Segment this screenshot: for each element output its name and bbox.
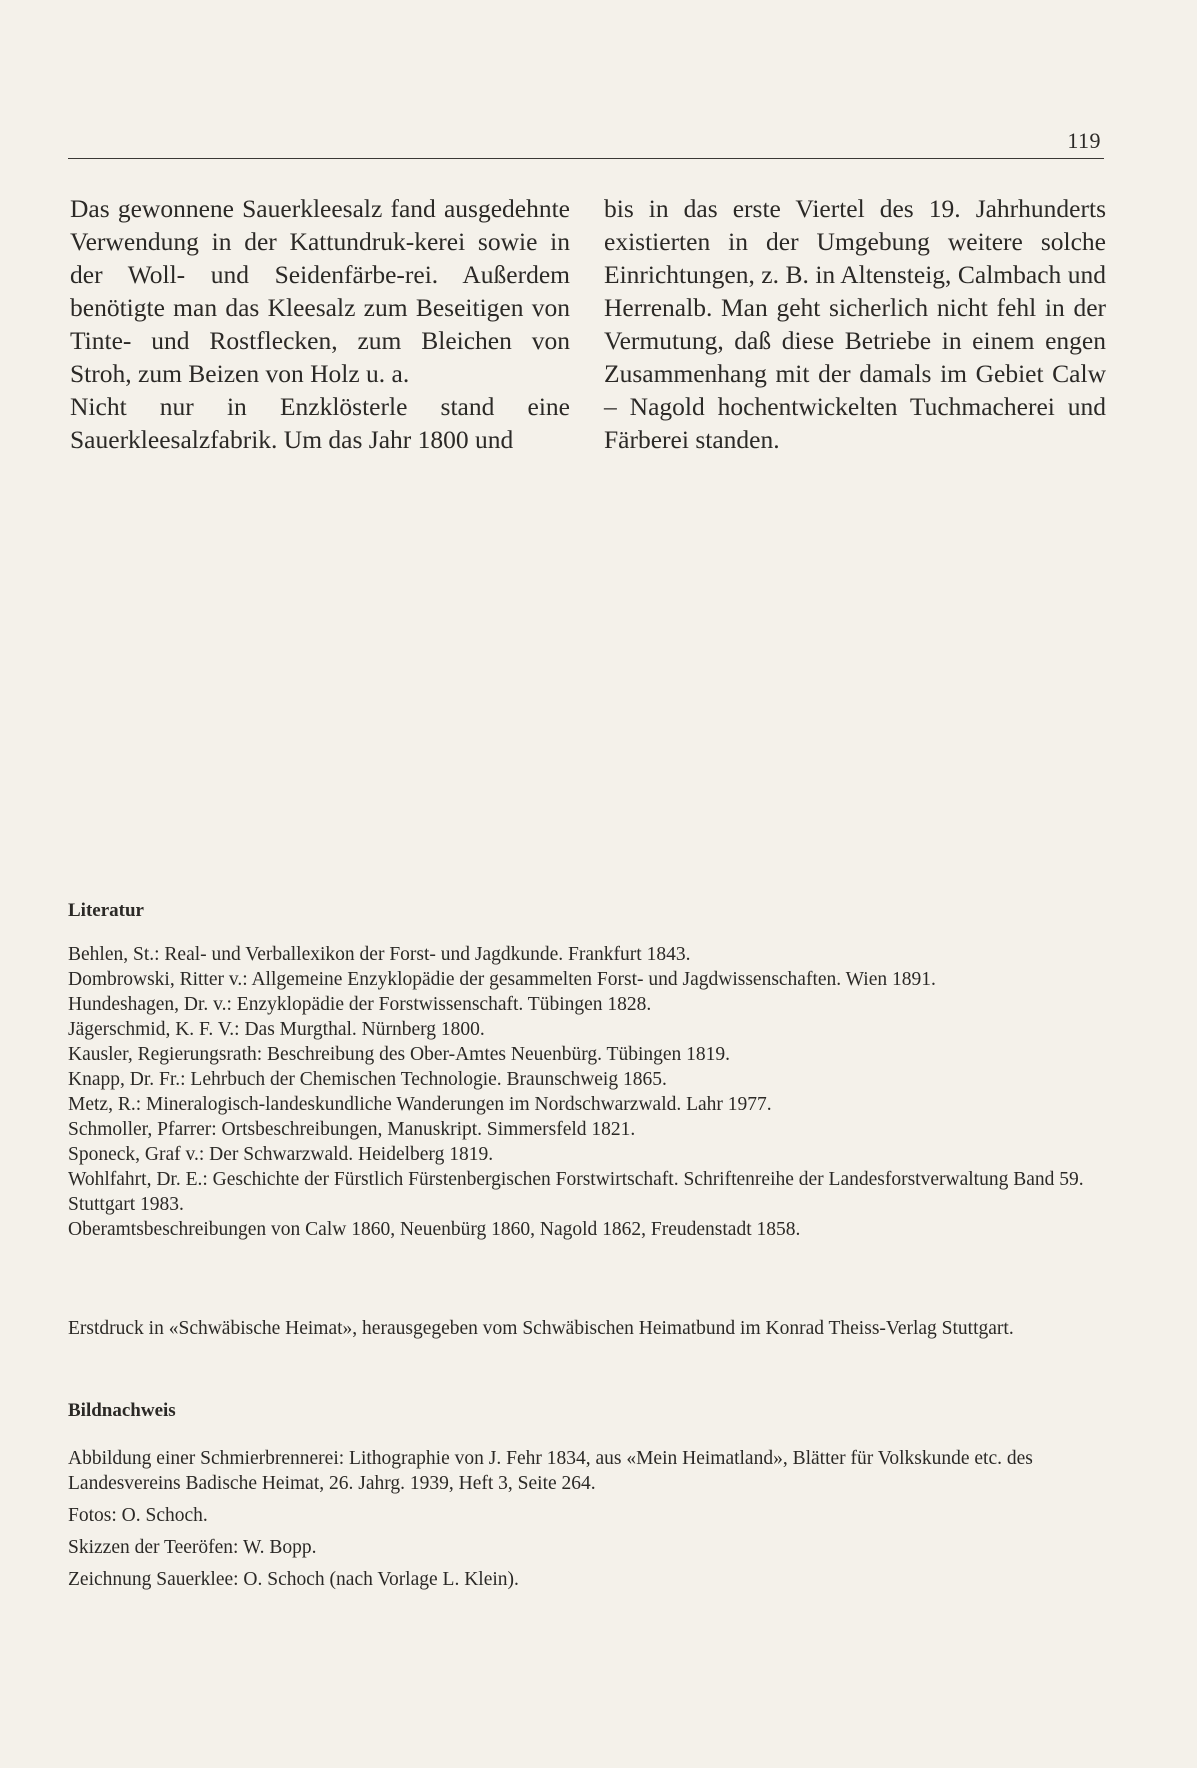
credit-entry: Zeichnung Sauerklee: O. Schoch (nach Vorlage L. Klein). <box>68 1569 519 1590</box>
reference-entry: Jägerschmid, K. F. V.: Das Murgthal. Nürnberg 1800. <box>68 1019 485 1040</box>
body-paragraph: bis in das erste Viertel des 19. Jahrhunderts existierten in der Umgebung weitere solche Einrichtungen, z. B. in Altensteig, Calmbach und Herrenalb. Man geht sicherlich nicht fehl in der Vermutung, daß diese Betriebe in einem engen Zusammenhang mit der damals im Gebiet Calw – Nagold hochentwickelten Tuchmacherei und Färberei standen. <box>604 194 1106 454</box>
reference-entry: Oberamtsbeschreibungen von Calw 1860, Neuenbürg 1860, Nagold 1862, Freudenstadt 1858. <box>68 1219 801 1240</box>
first-print-note: Erstdruck in «Schwäbische Heimat», herausgegeben vom Schwäbischen Heimatbund im Konrad Theiss-Verlag Stuttgart. <box>68 1318 1014 1339</box>
literatur-list <box>68 942 1104 1242</box>
body-paragraph: Das gewonnene Sauerkleesalz fand ausgedehnte Verwendung in der Kattundruk-kerei sowie in der Woll- und Seidenfärbe-rei. Außerdem benötigte man das Kleesalz zum Beseitigen von Tinte- und Rostflecken, zum Bleichen von Stroh, zum Beizen von Holz u. a. <box>70 194 570 388</box>
page-number: 119 <box>1067 128 1101 153</box>
reference-entry: Behlen, St.: Real- und Verballexikon der Forst- und Jagdkunde. Frankfurt 1843. <box>68 944 691 965</box>
header-rule <box>68 158 1104 159</box>
reference-entry: Sponeck, Graf v.: Der Schwarzwald. Heidelberg 1819. <box>68 1144 494 1165</box>
right-column <box>604 192 1106 456</box>
reference-entry: Schmoller, Pfarrer: Ortsbeschreibungen, Manuskript. Simmersfeld 1821. <box>68 1119 636 1140</box>
literatur-heading: Literatur <box>68 900 144 921</box>
credit-entry: Fotos: O. Schoch. <box>68 1505 208 1526</box>
reference-entry: Dombrowski, Ritter v.: Allgemeine Enzyklopädie der gesammelten Forst- und Jagdwissenschaften. Wien 1891. <box>68 969 936 990</box>
body-paragraph: Nicht nur in Enzklösterle stand eine Sauerkleesalzfabrik. Um das Jahr 1800 und <box>70 392 570 454</box>
reference-entry: Metz, R.: Mineralogisch-landeskundliche Wanderungen im Nordschwarzwald. Lahr 1977. <box>68 1094 772 1115</box>
bildnachweis-heading: Bildnachweis <box>68 1400 176 1421</box>
reference-entry: Knapp, Dr. Fr.: Lehrbuch der Chemischen Technologie. Braunschweig 1865. <box>68 1069 667 1090</box>
left-column <box>70 192 570 456</box>
credit-entry: Abbildung einer Schmierbrennerei: Lithographie von J. Fehr 1834, aus «Mein Heimatland», Blätter für Volkskunde etc. des Landesvereins Badische Heimat, 26. Jahrg. 1939, Heft 3, Seite 264. <box>68 1448 1033 1494</box>
bildnachweis-list <box>68 1446 1104 1599</box>
credit-entry: Skizzen der Teeröfen: W. Bopp. <box>68 1537 317 1558</box>
reference-entry: Hundeshagen, Dr. v.: Enzyklopädie der Forstwissenschaft. Tübingen 1828. <box>68 994 652 1015</box>
reference-entry: Wohlfahrt, Dr. E.: Geschichte der Fürstlich Fürstenbergischen Forstwirtschaft. Schriftenreihe der Landesforstverwaltung Band 59. Stuttgart 1983. <box>68 1169 1084 1215</box>
reference-entry: Kausler, Regierungsrath: Beschreibung des Ober-Amtes Neuenbürg. Tübingen 1819. <box>68 1044 731 1065</box>
